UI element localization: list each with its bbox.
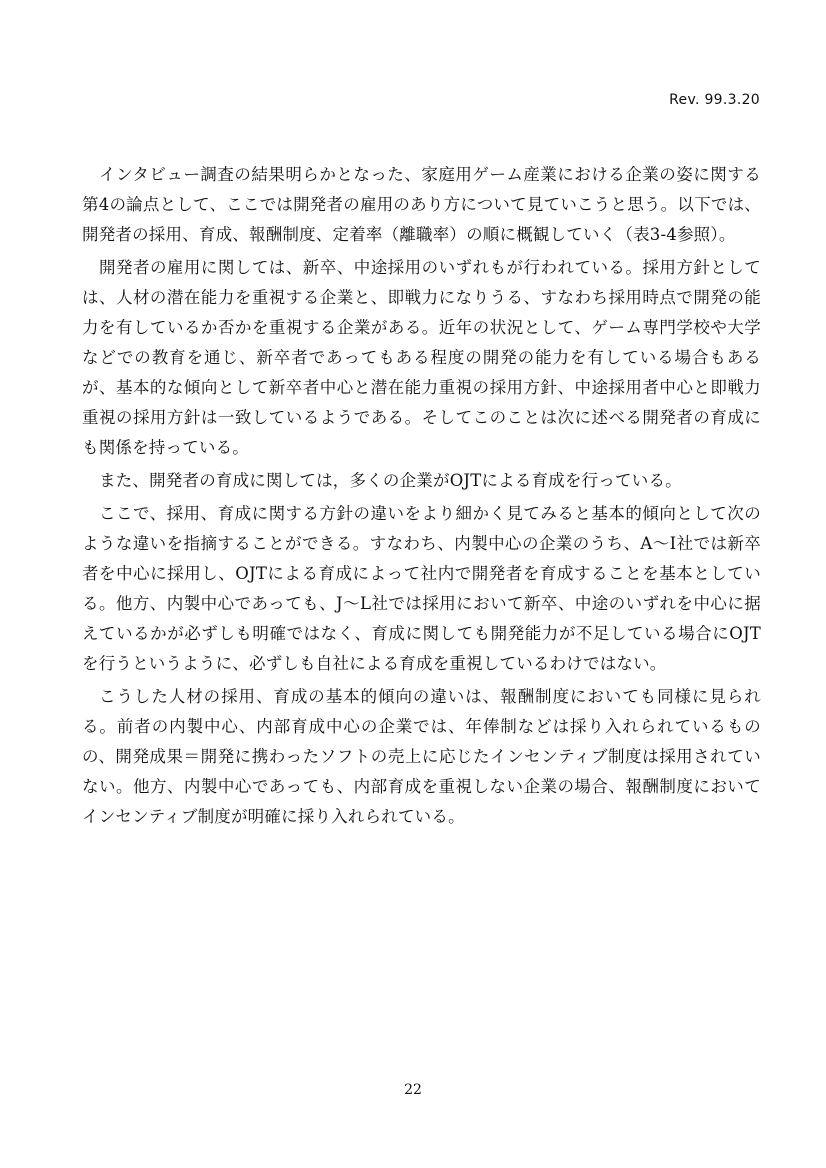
paragraph-1: インタビュー調査の結果明らかとなった、家庭用ゲーム産業における企業の姿に関する第4の論点として、ここでは開発者の雇用のあり方について見ていこうと思う。以下では、開発者の採用、育成、報酬制度、定着率（離職率）の順に概観していく（表3-4参照）。 [82,165,761,244]
paragraph-5: こうした人材の採用、育成の基本的傾向の違いは、報酬制度においても同様に見られる。前者の内製中心、内部育成中心の企業では、年俸制などは採り入れられているものの、開発成果＝開発に携わったソフトの売上に応じたインセンティブ制度は採用されていない。他方、内製中心であっても、内部育成を重視しない企業の場合、報酬制度においてインセンティブ制度が明確に採り入れられている。 [82,687,761,826]
body-text [82,160,761,835]
paragraph-2: 開発者の雇用に関しては、新卒、中途採用のいずれもが行われている。採用方針としては、人材の潜在能力を重視する企業と、即戦力になりうる、すなわち採用時点で開発の能力を有しているか否かを重視する企業がある。近年の状況として、ゲーム専門学校や大学などでの教育を通じ、新卒者であってもある程度の開発の能力を有している場合もあるが、基本的な傾向として新卒者中心と潜在能力重視の採用方針、中途採用者中心と即戦力重視の採用方針は一致しているようである。そしてこのことは次に述べる開発者の育成にも関係を持っている。 [82,258,761,457]
paragraph-4: ここで、採用、育成に関する方針の違いをより細かく見てみると基本的傾向として次のような違いを指摘することができる。すなわち、内製中心の企業のうち、A～I社では新卒者を中心に採用し、OJTによる育成によって社内で開発者を育成することを基本としている。他方、内製中心であっても、J～L社では採用において新卒、中途のいずれを中心に据えているかが必ずしも明確ではなく、育成に関しても開発能力が不足している場合にOJTを行うというように、必ずしも自社による育成を重視しているわけではない。 [82,504,761,673]
paragraph-3: また、開発者の育成に関しては，多くの企業がOJTによる育成を行っている。 [99,471,682,490]
revision-label: Rev. 99.3.20 [669,92,760,108]
page-number: 22 [404,1082,422,1098]
